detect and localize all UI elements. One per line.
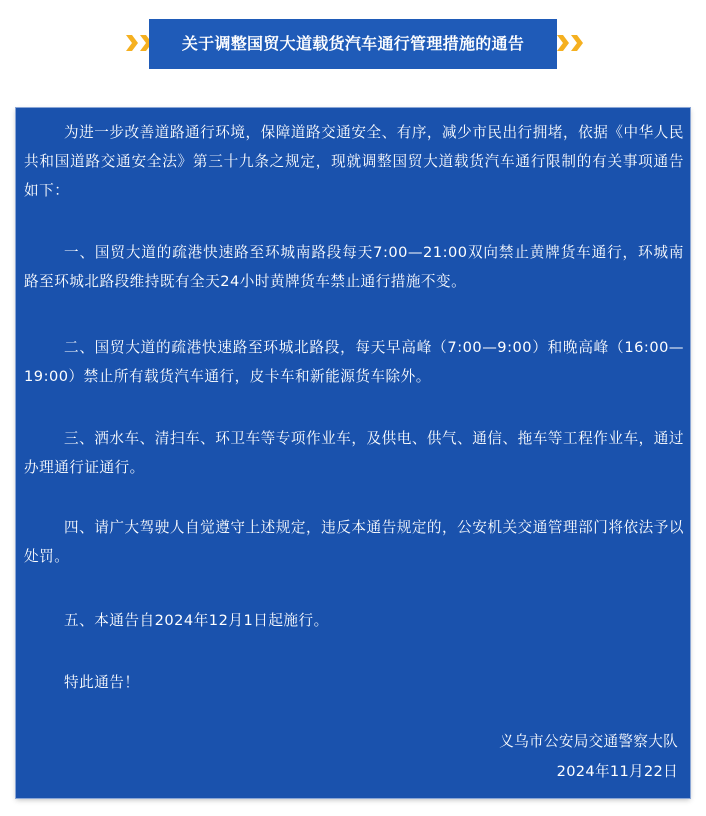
issue-date: 2024年11月22日: [556, 763, 678, 780]
item-4-paragraph: 四、请广大驾驶人自觉遵守上述规定，违反本通告规定的，公安机关交通管理部门将依法予以处罚。: [24, 519, 684, 565]
intro-paragraph: 为进一步改善道路通行环境，保障道路交通安全、有序，减少市民出行拥堵，依据《中华人民共和国道路交通安全法》第三十九条之规定，现就调整国贸大道载货汽车通行限制的有关事项通告如下：: [24, 124, 684, 199]
chevron-decoration-right: [557, 35, 583, 53]
chevron-right-icon: [557, 35, 569, 51]
item-5-paragraph: 五、本通告自2024年12月1日起施行。: [64, 612, 329, 629]
page-title: 关于调整国贸大道载货汽车通行管理措施的通告: [149, 19, 557, 69]
chevron-right-icon: [126, 35, 138, 51]
issuer-name: 义乌市公安局交通警察大队: [499, 733, 678, 750]
notice-body: [16, 108, 690, 798]
closing-paragraph: 特此通告！: [64, 674, 140, 691]
item-3-paragraph: 三、洒水车、清扫车、环卫车等专项作业车，及供电、供气、通信、拖车等工程作业车，通过办理通行证通行。: [24, 430, 684, 476]
item-2-paragraph: 二、国贸大道的疏港快速路至环城北路段，每天早高峰（7:00—9:00）和晚高峰（16:00—19:00）禁止所有载货汽车通行，皮卡车和新能源货车除外。: [24, 339, 684, 385]
title-banner: [0, 0, 706, 88]
item-1-paragraph: 一、国贸大道的疏港快速路至环城南路段每天7:00—21:00双向禁止黄牌货车通行，环城南路至环城北路段维持既有全天24小时黄牌货车禁止通行措施不变。: [24, 244, 684, 290]
chevron-right-icon: [571, 35, 583, 51]
